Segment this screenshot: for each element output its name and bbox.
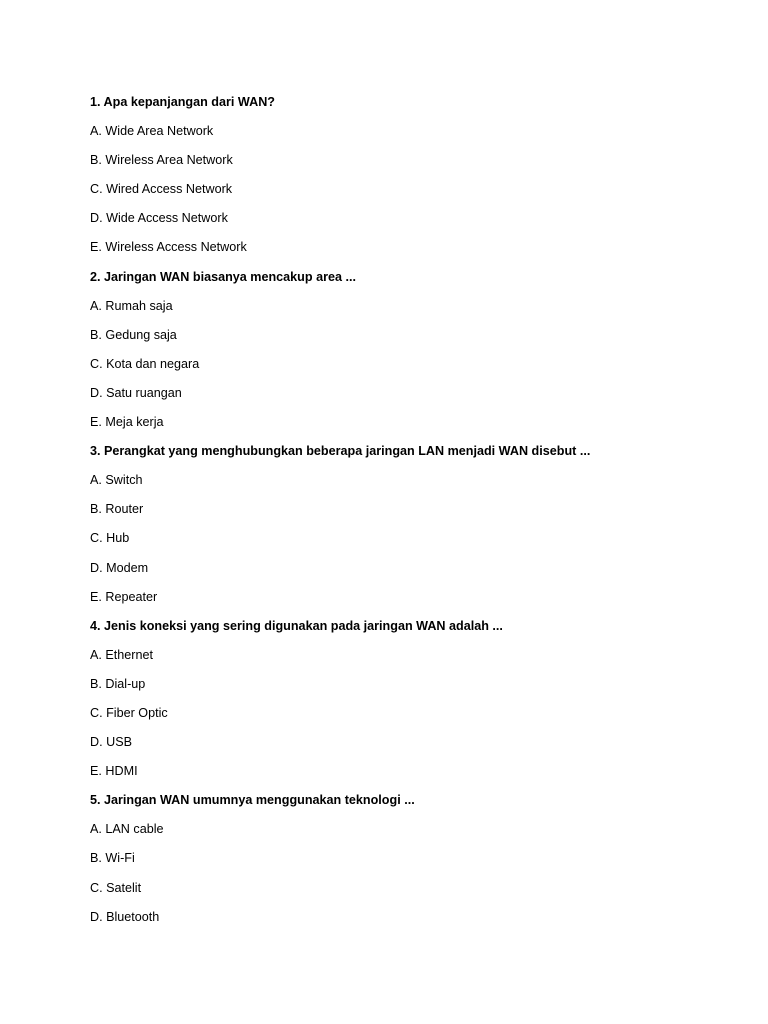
question-block-2 [90, 267, 730, 442]
answer-option: B. Router [90, 502, 144, 517]
question-block-1 [90, 92, 730, 267]
answer-option: C. Kota dan negara [90, 356, 200, 371]
answer-option: A. Switch [90, 473, 143, 488]
question-block-5 [90, 790, 730, 935]
quiz-content [90, 92, 730, 936]
answer-option: A. LAN cable [90, 822, 164, 837]
answer-option: E. Wireless Access Network [90, 240, 247, 255]
answer-option: D. Bluetooth [90, 909, 160, 924]
answer-option: E. Meja kerja [90, 415, 164, 430]
question-block-4 [90, 616, 730, 791]
question-block-3 [90, 441, 730, 616]
answer-option: D. Modem [90, 560, 149, 575]
answer-option: D. Wide Access Network [90, 211, 228, 226]
question-text: 2. Jaringan WAN biasanya mencakup area ... [90, 269, 356, 284]
answer-option: E. Repeater [90, 589, 158, 604]
answer-option: C. Satelit [90, 880, 142, 895]
answer-option: B. Wireless Area Network [90, 153, 233, 168]
question-text: 4. Jenis koneksi yang sering digunakan pada jaringan WAN adalah ... [90, 618, 503, 633]
answer-option: B. Wi-Fi [90, 851, 135, 866]
answer-option: A. Wide Area Network [90, 124, 214, 139]
answer-option: B. Gedung saja [90, 327, 177, 342]
answer-option: B. Dial-up [90, 676, 146, 691]
question-text: 5. Jaringan WAN umumnya menggunakan teknologi ... [90, 793, 415, 808]
answer-option: D. USB [90, 735, 132, 750]
question-text: 1. Apa kepanjangan dari WAN? [90, 95, 275, 109]
answer-option: C. Wired Access Network [90, 182, 233, 197]
answer-option: C. Fiber Optic [90, 705, 168, 720]
question-text: 3. Perangkat yang menghubungkan beberapa jaringan LAN menjadi WAN disebut ... [90, 444, 591, 459]
answer-option: D. Satu ruangan [90, 385, 182, 400]
answer-option: A. Ethernet [90, 647, 154, 662]
answer-option: C. Hub [90, 531, 130, 546]
answer-option: A. Rumah saja [90, 298, 173, 313]
answer-option: E. HDMI [90, 764, 138, 779]
